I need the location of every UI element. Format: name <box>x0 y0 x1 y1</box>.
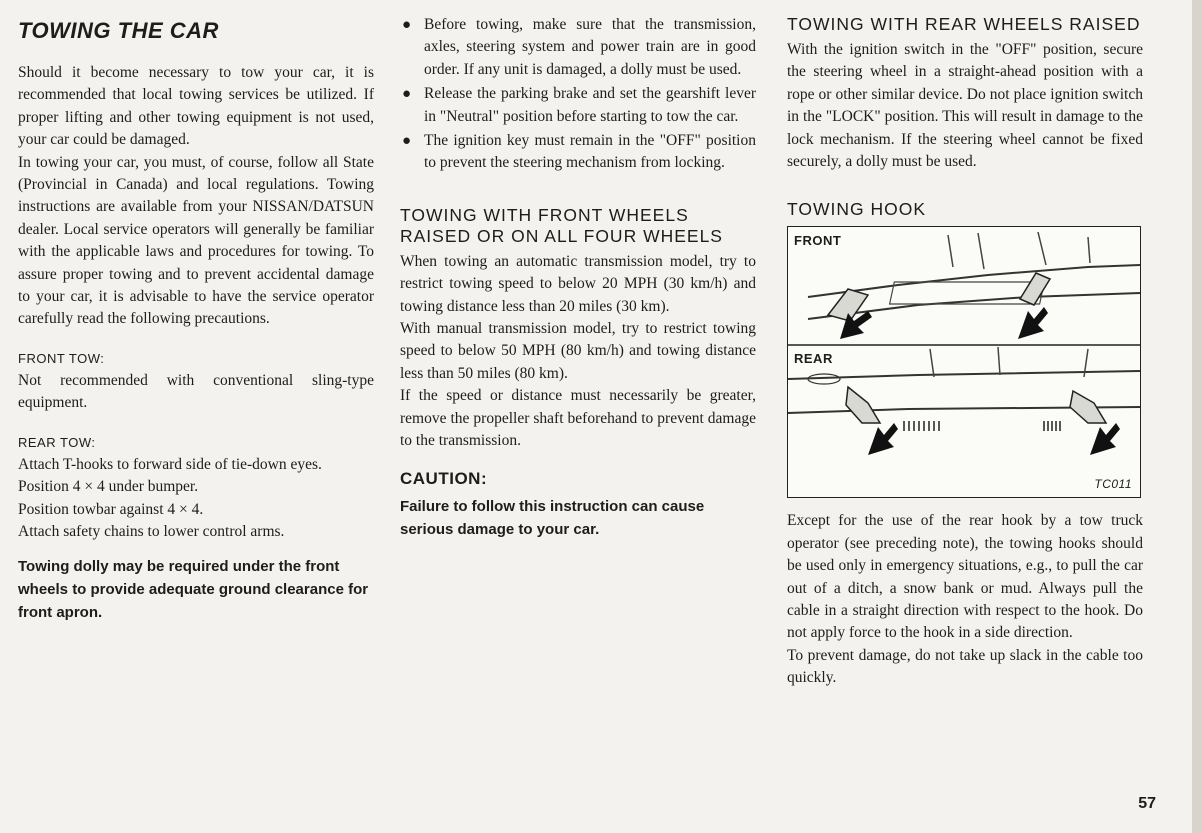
bullet-icon: ● <box>402 86 412 103</box>
manual-paragraph: With manual transmission model, try to restrict towing speed to below 50 MPH (80 km/h) and towing distance less than 50 miles (80 km). <box>400 320 756 382</box>
towing-hook-heading: TOWING HOOK <box>787 199 927 220</box>
list-item-text: Before towing, make sure that the transmission, axles, steering system and power train are in good order. If any unit is damaged, a dolly must be used. <box>424 16 756 78</box>
hook-usage-paragraph: Except for the use of the rear hook by a tow truck operator (see preceding note), the towing hooks should be used only in emergency situations, e.g., to pull the car out of a ditch, a snow bank or mud. Always pull the cable in a straight direction with respect to the hook. Do not apply force to the hook in a side direction. <box>787 512 1143 642</box>
rear-tow-line: Attach safety chains to lower control arms. <box>18 522 285 540</box>
middle-column <box>400 14 756 541</box>
list-item <box>400 83 756 128</box>
hook-slack-paragraph: To prevent damage, do not take up slack in the cable too quickly. <box>787 646 1143 687</box>
rear-wheels-paragraph: With the ignition switch in the "OFF" position, secure the steering wheel in a straight-ahead position with a rope or other similar device. Do not place ignition switch in the "LOCK" position. This will result in damage to the lock mechanism. If the steering wheel cannot be fixed securely, a dolly must be used. <box>787 41 1143 171</box>
propeller-paragraph: If the speed or distance must necessarily be greater, remove the propeller shaft beforehand to prevent damage to the transmission. <box>400 387 756 450</box>
rear-tow-line: Position towbar against 4 × 4. <box>18 500 204 518</box>
caution-text: Failure to follow this instruction can cause serious damage to your car. <box>400 497 705 538</box>
automatic-paragraph: When towing an automatic transmission model, try to restrict towing speed to below 20 MPH (30 km/h) and towing distance less than 20 miles (30 km). <box>400 252 756 315</box>
rear-tow-line: Position 4 × 4 under bumper. <box>18 478 199 496</box>
front-wheels-heading: TOWING WITH FRONT WHEELS RAISED OR ON ALL FOUR WHEELS <box>400 204 723 246</box>
intro-paragraph: Should it become necessary to tow your car, it is recommended that local towing services be utilized. If proper lifting and other towing equipment is not used, your car could be damaged. <box>18 64 374 149</box>
front-tow-heading: FRONT TOW: <box>18 350 105 366</box>
front-tow-text: Not recommended with conventional sling-type equipment. <box>18 371 374 412</box>
regulations-paragraph: In towing your car, you must, of course, follow all State (Provincial in Canada) and local regulations. Towing instructions are available from your NISSAN/DATSUN dealer. Local service operators will generally be familiar with the applicable laws and procedures for towing. To assure proper towing and to prevent accidental damage to your car, it is advisable to have the service operator carefully read the following precautions. <box>18 153 374 328</box>
page-binding-edge <box>1192 0 1202 833</box>
list-item-text: Release the parking brake and set the gearshift lever in "Neutral" position before starting to tow the car. <box>424 85 756 125</box>
rear-tow-line: Attach T-hooks to forward side of tie-down eyes. <box>18 455 322 473</box>
towing-hook-illustration <box>788 227 1140 497</box>
figure-label-front: FRONT <box>794 233 842 249</box>
caution-heading: CAUTION: <box>400 468 488 488</box>
left-column <box>18 14 374 624</box>
page-title: TOWING THE CAR <box>18 18 219 43</box>
figure-label-rear: REAR <box>794 351 833 367</box>
towing-hook-figure <box>787 226 1141 498</box>
precaution-list <box>400 14 756 175</box>
bullet-icon: ● <box>402 17 412 33</box>
dolly-note: Towing dolly may be required under the front wheels to provide adequate ground clearance for front apron. <box>18 558 369 622</box>
bullet-icon: ● <box>402 133 412 150</box>
page-number: 57 <box>1138 795 1156 812</box>
right-column <box>787 14 1143 690</box>
list-item <box>400 130 756 175</box>
list-item <box>400 14 756 81</box>
rear-tow-heading: REAR TOW: <box>18 434 96 450</box>
list-item-text: The ignition key must remain in the "OFF" position to prevent the steering mechanism from locking. <box>424 132 756 172</box>
rear-wheels-heading: TOWING WITH REAR WHEELS RAISED <box>787 14 1141 34</box>
figure-code: TC011 <box>1094 477 1132 492</box>
